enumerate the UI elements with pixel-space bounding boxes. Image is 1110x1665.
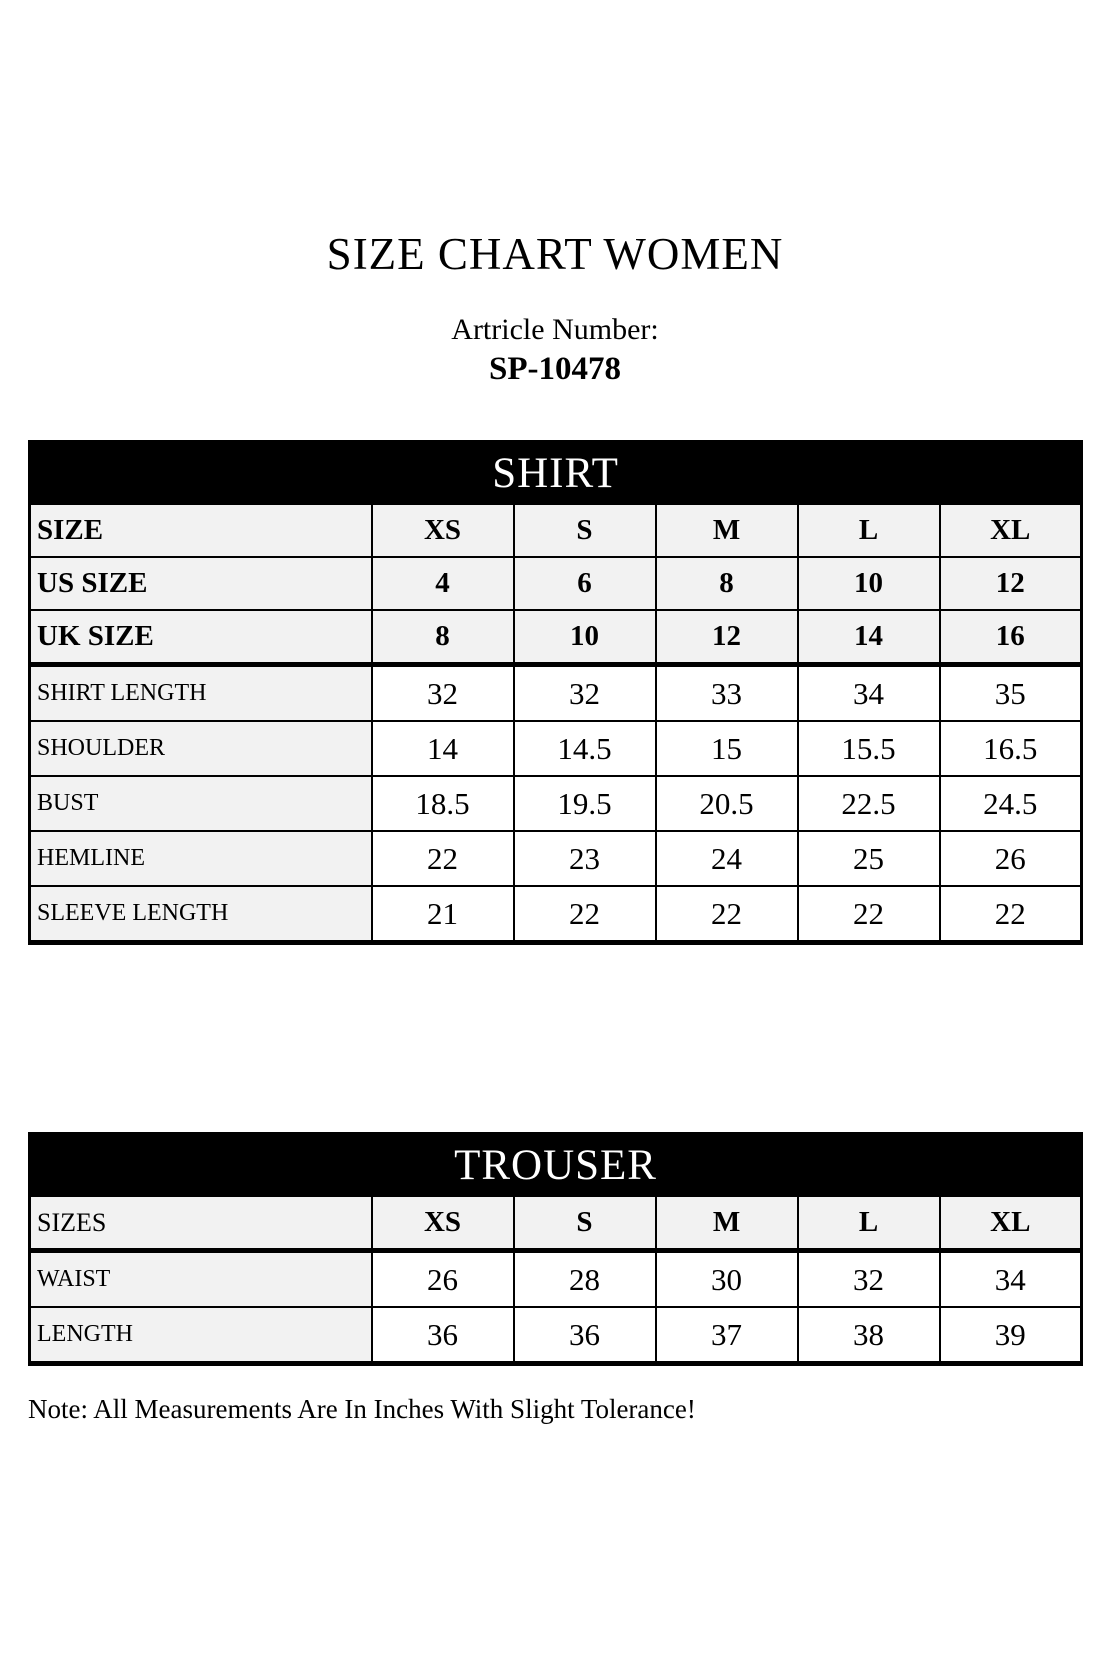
size-cell: XL [940,1196,1082,1251]
value-cell: 14 [798,610,940,665]
value-cell: 15 [656,721,798,776]
table-row [30,1307,1082,1364]
value-cell: 30 [656,1251,798,1308]
row-label-cell: SHOULDER [30,721,372,776]
size-cell: XS [372,504,514,557]
value-cell: 22 [940,886,1082,943]
value-cell: 26 [372,1251,514,1308]
value-cell: 23 [514,831,656,886]
value-cell: 22.5 [798,776,940,831]
article-number-label: Artricle Number: [451,313,659,346]
value-cell: 25 [798,831,940,886]
value-cell: 34 [940,1251,1082,1308]
value-cell: 6 [514,557,656,610]
value-cell: 14 [372,721,514,776]
value-cell: 22 [514,886,656,943]
table-row [30,610,1082,665]
value-cell: 33 [656,665,798,722]
table-row [30,557,1082,610]
value-cell: 21 [372,886,514,943]
value-cell: 15.5 [798,721,940,776]
page-title: SIZE CHART WOMEN [326,229,784,279]
value-cell: 8 [656,557,798,610]
value-cell: 36 [372,1307,514,1364]
size-cell: L [798,504,940,557]
value-cell: 28 [514,1251,656,1308]
value-cell: 19.5 [514,776,656,831]
value-cell: 20.5 [656,776,798,831]
size-cell: S [514,504,656,557]
value-cell: 12 [940,557,1082,610]
row-label-cell: UK SIZE [30,610,372,665]
row-label-cell: SHIRT LENGTH [30,665,372,722]
table-row [30,504,1082,557]
value-cell: 22 [372,831,514,886]
value-cell: 26 [940,831,1082,886]
value-cell: 32 [798,1251,940,1308]
table-row [30,1196,1082,1251]
table-row [30,886,1082,943]
row-label-cell: SIZES [30,1196,372,1251]
size-cell: S [514,1196,656,1251]
value-cell: 10 [514,610,656,665]
row-label-cell: LENGTH [30,1307,372,1364]
table-title-row [30,1134,1082,1197]
value-cell: 18.5 [372,776,514,831]
row-label-cell: SLEEVE LENGTH [30,886,372,943]
trouser-table [28,1132,1083,1366]
table-row [30,776,1082,831]
value-cell: 39 [940,1307,1082,1364]
value-cell: 16.5 [940,721,1082,776]
row-label-cell: WAIST [30,1251,372,1308]
value-cell: 16 [940,610,1082,665]
row-label-cell: SIZE [30,504,372,557]
value-cell: 8 [372,610,514,665]
value-cell: 38 [798,1307,940,1364]
value-cell: 34 [798,665,940,722]
size-cell: XL [940,504,1082,557]
table-row [30,831,1082,886]
value-cell: 36 [514,1307,656,1364]
article-number-value: SP-10478 [489,351,621,387]
size-cell: M [656,504,798,557]
trouser-table-title: TROUSER [30,1134,1082,1197]
value-cell: 22 [798,886,940,943]
size-cell: XS [372,1196,514,1251]
value-cell: 22 [656,886,798,943]
value-cell: 37 [656,1307,798,1364]
value-cell: 4 [372,557,514,610]
value-cell: 32 [372,665,514,722]
row-label-cell: BUST [30,776,372,831]
size-cell: L [798,1196,940,1251]
table-title-row [30,442,1082,505]
value-cell: 24.5 [940,776,1082,831]
value-cell: 32 [514,665,656,722]
value-cell: 12 [656,610,798,665]
value-cell: 24 [656,831,798,886]
shirt-table [28,440,1083,945]
value-cell: 10 [798,557,940,610]
row-label-cell: US SIZE [30,557,372,610]
value-cell: 35 [940,665,1082,722]
row-label-cell: HEMLINE [30,831,372,886]
table-row [30,721,1082,776]
table-row [30,1251,1082,1308]
size-cell: M [656,1196,798,1251]
value-cell: 14.5 [514,721,656,776]
note-text: Note: All Measurements Are In Inches With Slight Tolerance! [28,1394,696,1424]
shirt-table-title: SHIRT [30,442,1082,505]
table-row [30,665,1082,722]
